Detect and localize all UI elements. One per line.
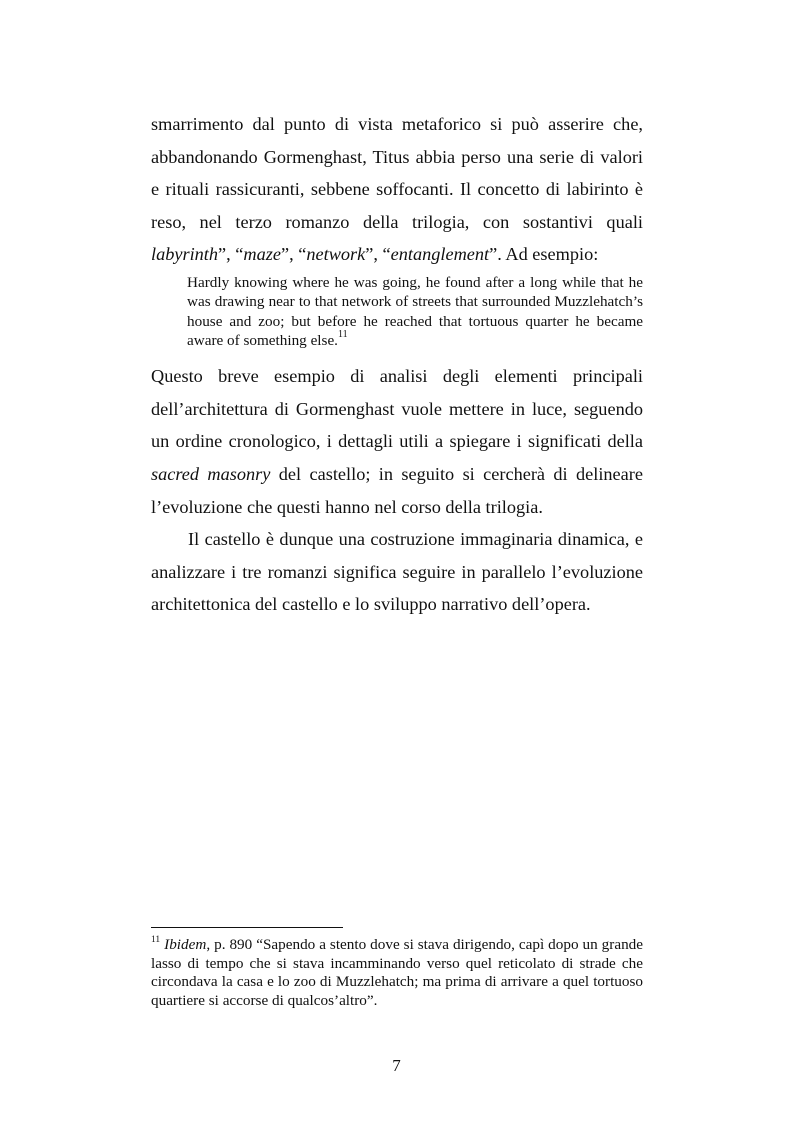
footnote — [151, 936, 643, 1010]
footnote-number: 11 — [151, 934, 161, 945]
term-network: network — [306, 244, 366, 265]
term-entanglement: entanglement — [390, 244, 490, 265]
footnote-source: Ibidem — [164, 936, 207, 953]
paragraph-analysis-tail: del castello; in seguito si cercherà di delineare l’evoluzione che questi hanno nel corso della trilogia. — [151, 463, 643, 517]
footnote-text: , p. 890 “Sapendo a stento dove si stava dirigendo, capì dopo un grande lasso di tempo che si stava incamminando verso quel reticolato di strade che circondava la casa e lo zoo di Muzzlehatch; ma prima di arrivare a quel tortuoso quartiere si accorse di qualcos’altro”. — [151, 936, 644, 1009]
paragraph-conclusion: Il castello è dunque una costruzione immaginaria dinamica, e analizzare i tre romanzi significa seguire in parallelo l’evoluzione architettonica del castello e lo sviluppo narrativo dell’opera. — [151, 529, 643, 615]
page-body — [151, 108, 643, 621]
term-separator: ”, “ — [218, 244, 244, 265]
block-quote — [187, 273, 643, 350]
term-sacred-masonry: sacred masonry — [151, 463, 271, 484]
term-separator: ”, “ — [280, 244, 307, 265]
paragraph-intro-lead: smarrimento dal punto di vista metaforico si può asserire che, abbandonando Gormenghast, Titus abbia perso una serie di valori e rituali rassicuranti, sebbene soffocanti. Il concetto di labirinto è reso, nel terzo romanzo della trilogia, con sostantivi quali — [151, 114, 643, 232]
term-labyrinth: labyrinth — [151, 244, 219, 265]
footnote-divider — [151, 927, 343, 928]
paragraph-analysis — [151, 360, 643, 523]
paragraph-intro-tail: ”. Ad esempio: — [489, 244, 599, 265]
footnote-reference: 11 — [337, 328, 348, 340]
page-number: 7 — [392, 1056, 401, 1075]
term-separator: ”, “ — [365, 244, 391, 265]
term-maze: maze — [243, 244, 281, 265]
paragraph-analysis-lead: Questo breve esempio di analisi degli elementi principali dell’architettura di Gormenghast vuole mettere in luce, seguendo un ordine cronologico, i dettagli utili a spiegare i significati della — [151, 366, 643, 452]
block-quote-text: Hardly knowing where he was going, he found after a long while that he was drawing near to that network of streets that surrounded Muzzlehatch’s house and zoo; but before he reached that tortuous quarter he became aware of something else. — [187, 273, 643, 349]
paragraph-intro — [151, 108, 643, 271]
